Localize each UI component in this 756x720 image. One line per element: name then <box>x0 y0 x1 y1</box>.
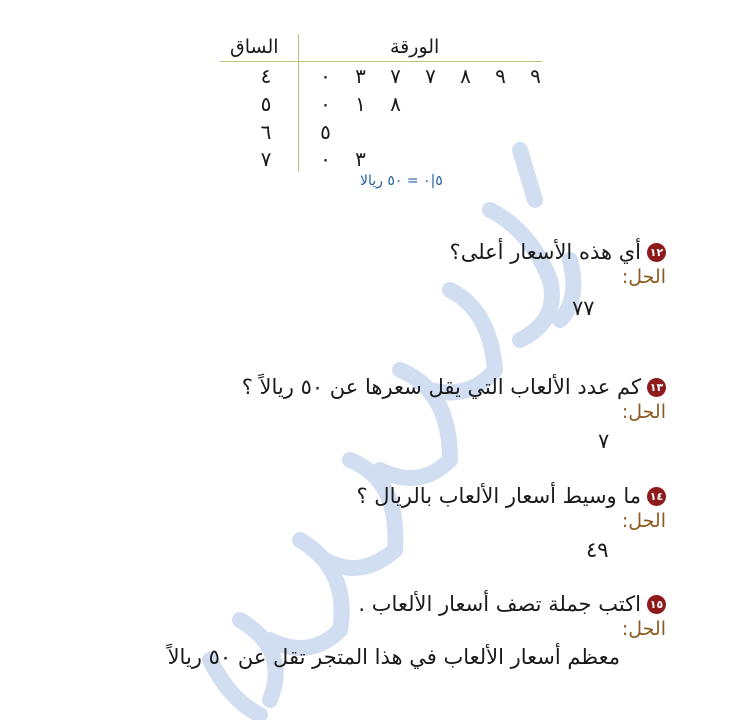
question-number-badge: ١٢ <box>647 243 666 262</box>
stem-header: الساق <box>230 36 279 58</box>
answer-15: معظم أسعار الألعاب في هذا المتجر تقل عن ٥٠ ريالاً <box>167 645 620 669</box>
stem-value: ٥ <box>260 92 272 116</box>
stem-leaf-row <box>220 120 550 146</box>
leaf-value: ٧ <box>390 64 401 88</box>
solution-label: الحل: <box>621 401 666 423</box>
stem-leaf-row <box>220 92 550 118</box>
question-text: ما وسيط أسعار الألعاب بالريال ؟ <box>356 484 641 508</box>
question-number-badge: ١٥ <box>647 595 666 614</box>
leaf-value: ٠ <box>320 147 331 171</box>
answer-12: ٧٧ <box>572 296 595 320</box>
stem-leaf-plot <box>220 34 550 194</box>
leaf-value: ٠ <box>320 64 331 88</box>
leaf-value: ٩ <box>530 64 541 88</box>
question-number-badge: ١٣ <box>647 378 666 397</box>
leaf-value: ٣ <box>355 64 366 88</box>
header-divider <box>220 61 542 62</box>
question-14 <box>356 484 666 532</box>
leaf-value: ١ <box>355 92 366 116</box>
answer-13: ٧ <box>598 429 610 453</box>
solution-label: الحل: <box>621 510 666 532</box>
leaf-header: الورقة <box>390 36 440 58</box>
stem-leaf-row <box>220 147 550 173</box>
leaf-value: ٠ <box>320 92 331 116</box>
solution-label: الحل: <box>621 618 666 640</box>
stem-value: ٤ <box>260 64 272 88</box>
plot-key: ٥|٠ = ٥٠ ريالا <box>360 173 443 189</box>
stem-value: ٦ <box>260 120 272 144</box>
question-15 <box>358 592 666 640</box>
solution-label: الحل: <box>621 266 666 288</box>
question-text: أي هذه الأسعار أعلى؟ <box>449 240 641 264</box>
question-number-badge: ١٤ <box>647 487 666 506</box>
leaf-value: ٧ <box>425 64 436 88</box>
leaf-value: ٨ <box>390 92 401 116</box>
stem-value: ٧ <box>260 147 272 171</box>
leaf-value: ٥ <box>320 120 331 144</box>
question-text: اكتب جملة تصف أسعار الألعاب . <box>358 592 641 616</box>
question-13 <box>242 375 666 423</box>
leaf-value: ٨ <box>460 64 471 88</box>
question-12 <box>450 240 666 288</box>
stem-leaf-row <box>220 64 550 90</box>
answer-14: ٤٩ <box>586 538 609 562</box>
leaf-value: ٩ <box>495 64 506 88</box>
leaf-value: ٣ <box>355 147 366 171</box>
question-text: كم عدد الألعاب التي يقل سعرها عن ٥٠ ريالاً ؟ <box>241 375 641 399</box>
